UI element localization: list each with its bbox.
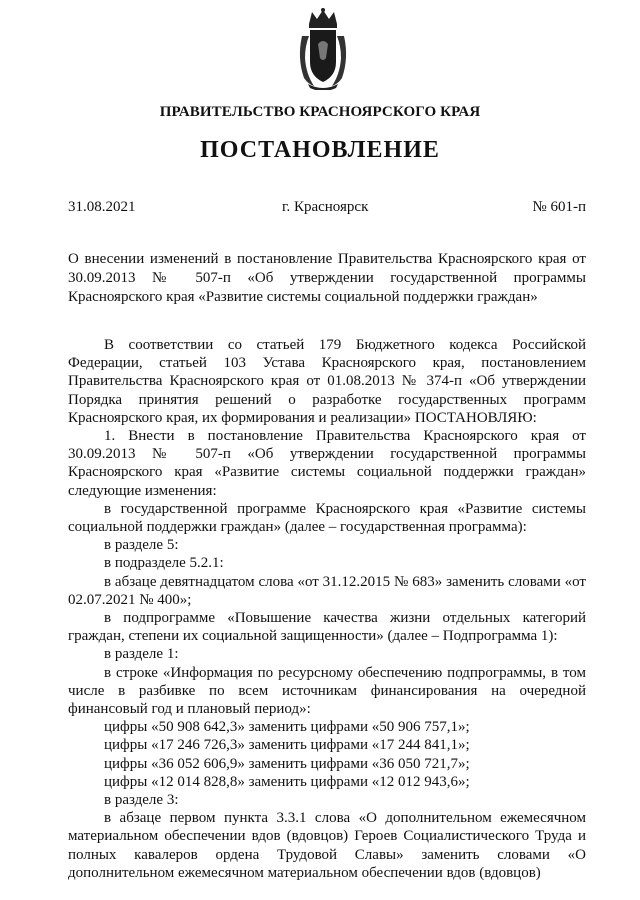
paragraph: в государственной программе Красноярского края «Развитие системы социальной поддержки граждан» (далее – государственная программа): [68,500,586,536]
paragraph: В соответствии со статьей 179 Бюджетного кодекса Российской Федерации, статьей 103 Устава Красноярского края, постановлением Правительства Красноярского края от 01.08.2013 № 374-п «Об утверждении Порядка принятия решений о разработке государственных программ Красноярского края, их формирования и реализации» ПОСТАНОВЛЯЮ: [68,337,586,426]
paragraph: в строке «Информация по ресурсному обеспечению подпрограммы, в том числе в разбивке по всем источникам финансирования на очередной финансовый год и плановый период»: [68,664,586,718]
document-city: г. Красноярск [282,199,369,215]
paragraph: в подпрограмме «Повышение качества жизни отдельных категорий граждан, степени их социальной защищенности» (далее – Подпрограмма 1): [68,610,586,645]
paragraph: в разделе 5: [104,537,179,554]
document-meta-row [68,199,586,219]
paragraph: в абзаце первом пункта 3.3.1 слова «О дополнительном ежемесячном материальном обеспечении вдов (вдовцов) Героев Социалистического Труда и полных кавалеров ордена Трудовой Славы» заменить словами «О дополнительном ежемесячном материальном обеспечении вдов (вдовцов) [68,810,586,881]
organization-title: ПРАВИТЕЛЬСТВО КРАСНОЯРСКОГО КРАЯ [159,104,481,120]
document-number: № 601-п [532,199,586,215]
paragraph: цифры «36 052 606,9» заменить цифрами «36 050 721,7»; [104,755,470,772]
coat-of-arms-icon [296,8,350,90]
paragraph: в разделе 1: [104,646,179,663]
paragraph: цифры «17 246 726,3» заменить цифрами «17 244 841,1»; [104,737,470,754]
paragraph: цифры «12 014 828,8» заменить цифрами «12 012 943,6»; [104,773,470,790]
document-type-title: ПОСТАНОВЛЕНИЕ [200,137,440,163]
paragraph: в разделе 3: [104,792,179,809]
document-body [68,336,586,882]
document-date: 31.08.2021 [68,199,136,215]
paragraph: цифры «50 908 642,3» заменить цифрами «50 906 757,1»; [104,719,470,736]
document-subject: О внесении изменений в постановление Правительства Красноярского края от 30.09.2013 № 507-п «Об утверждении государственной программы Красноярского края «Развитие системы социальной поддержки граждан» [68,251,586,305]
paragraph: 1. Внести в постановление Правительства Красноярского края от 30.09.2013 № 507-п «Об утверждении государственной программы Красноярского края «Развитие системы социальной поддержки граждан» следующие изменения: [68,428,586,499]
paragraph: в абзаце девятнадцатом слова «от 31.12.2015 № 683» заменить словами «от 02.07.2021 № 400»; [68,573,586,608]
paragraph: в подразделе 5.2.1: [104,555,224,572]
